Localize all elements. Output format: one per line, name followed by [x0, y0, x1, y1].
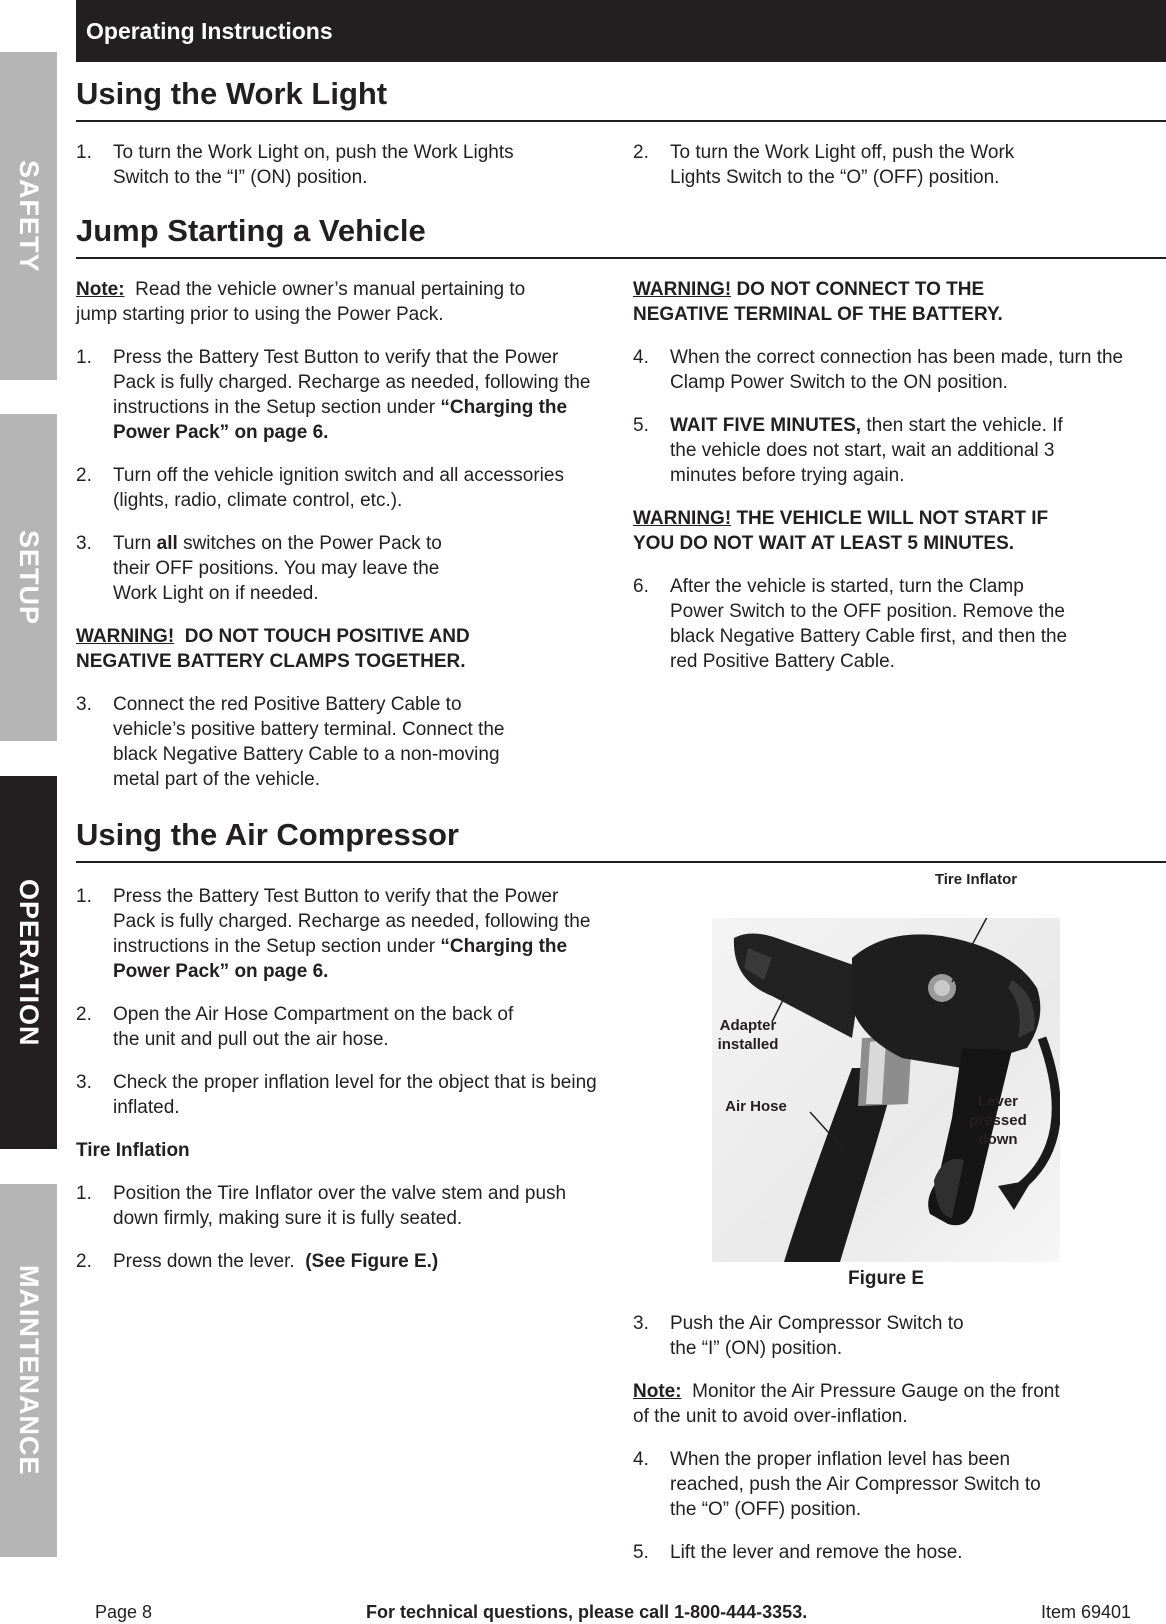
step-number: 3.	[633, 1313, 649, 1334]
list-item	[76, 140, 526, 190]
footer-tech-support: For technical questions, please call 1-800-444-3353.	[366, 1602, 808, 1622]
jump-start-right-column	[633, 277, 1143, 692]
step-number: 5.	[633, 1542, 649, 1563]
side-tab-label: SETUP	[14, 529, 44, 626]
work-light-left-column	[76, 140, 526, 208]
list-item	[633, 1447, 1043, 1522]
step-number: 3.	[76, 1072, 92, 1093]
step-text: When the correct connection has been made, turn the Clamp Power Switch to the ON position.	[670, 347, 1124, 393]
air-compressor-right-column	[633, 1311, 1143, 1583]
header-title: Operating Instructions	[86, 18, 333, 44]
label-air-hose: Air Hose	[725, 1098, 787, 1115]
note-text: Monitor the Air Pressure Gauge on the front of the unit to avoid over-inflation.	[633, 1381, 1060, 1427]
warning-text: DO NOT CONNECT TO THE NEGATIVE TERMINAL OF THE BATTERY.	[633, 279, 1003, 325]
warning-text: DO NOT TOUCH POSITIVE AND NEGATIVE BATTERY CLAMPS TOGETHER.	[76, 626, 470, 672]
page-reference: “Charging the Power Pack” on page 6.	[113, 397, 568, 443]
step-number: 2.	[76, 1004, 92, 1025]
list-item	[76, 1249, 601, 1274]
label-line: pressed	[969, 1112, 1027, 1129]
note-text: Read the vehicle owner’s manual pertaining to jump starting prior to using the Power Pack.	[76, 279, 526, 325]
footer-page-number: Page 8	[95, 1602, 153, 1622]
step-number: 2.	[633, 142, 649, 163]
step-text: After the vehicle is started, turn the Clamp Power Switch to the OFF position. Remove the black Negative Battery Cable first, and then the red Positive Battery Cable.	[670, 576, 1068, 672]
note-label: Note:	[633, 1381, 682, 1402]
step-text: Turn	[113, 533, 152, 554]
label-tire-inflator: Tire Inflator	[934, 871, 1018, 888]
step-emphasis: all	[156, 533, 178, 554]
tire-inflator-photo	[712, 918, 1060, 1262]
warning	[76, 624, 526, 674]
step-number: 1.	[76, 1183, 92, 1204]
step-number: 1.	[76, 142, 92, 163]
list-item	[633, 345, 1143, 395]
step-text: switches on the Power Pack to their OFF positions. You may leave the Work Light on if needed.	[113, 533, 442, 604]
label-line: down	[978, 1131, 1018, 1148]
label-adapter-installed	[703, 1016, 793, 1054]
label-line: installed	[717, 1036, 779, 1053]
list-item	[633, 1540, 1143, 1565]
warning	[633, 277, 1053, 327]
step-number: 1.	[76, 886, 92, 907]
list-item	[76, 692, 516, 792]
figure-reference: (See Figure E.)	[305, 1251, 439, 1272]
warning-label: WARNING!	[633, 508, 732, 529]
step-number: 6.	[633, 576, 649, 597]
figure-e	[633, 871, 1143, 1296]
warning	[633, 506, 1093, 556]
list-item	[76, 1181, 601, 1231]
list-item	[76, 531, 476, 606]
step-text: Connect the red Positive Battery Cable to vehicle’s positive battery terminal. Connect the black Negative Battery Cable to a non-moving metal part of the vehicle.	[113, 694, 505, 790]
warning-label: WARNING!	[633, 279, 732, 300]
section-title-jump-start: Jump Starting a Vehicle	[76, 213, 1166, 259]
step-text: To turn the Work Light on, push the Work Lights Switch to the “I” (ON) position.	[113, 142, 514, 188]
tire-inflator-illustration	[712, 918, 1060, 1262]
list-item	[633, 413, 1083, 488]
footer-item-number: Item 69401	[1041, 1602, 1132, 1622]
step-number: 1.	[76, 347, 92, 368]
side-tab-label: SAFETY	[14, 159, 44, 273]
list-item	[76, 884, 601, 984]
work-light-right-column	[633, 140, 1053, 208]
list-item	[633, 1311, 993, 1361]
step-text: Lift the lever and remove the hose.	[670, 1542, 963, 1563]
label-line: Lever	[977, 1093, 1019, 1110]
step-text: Press down the lever.	[113, 1251, 295, 1272]
figure-caption: Figure E	[847, 1268, 924, 1289]
note	[633, 1379, 1063, 1429]
step-number: 3.	[76, 533, 92, 554]
warning-label: WARNING!	[76, 626, 175, 647]
step-number: 5.	[633, 415, 649, 436]
subheading-tire-inflation: Tire Inflation	[76, 1140, 190, 1161]
label-lever-pressed-down	[958, 1092, 1038, 1149]
note-label: Note:	[76, 279, 125, 300]
step-text: Press the Battery Test Button to verify that the Power Pack is fully charged. Recharge as needed, following the instructions in the Setup section under	[113, 886, 591, 957]
step-number: 2.	[76, 1251, 92, 1272]
header-bar	[76, 0, 1166, 62]
page-reference: “Charging the Power Pack” on page 6.	[113, 936, 568, 982]
side-tab-safety	[0, 52, 57, 380]
note	[76, 277, 546, 327]
step-number: 4.	[633, 1449, 649, 1470]
step-text: then start the vehicle. If the vehicle does not start, wait an additional 3 minutes before trying again.	[670, 415, 1063, 486]
step-text: Push the Air Compressor Switch to the “I” (ON) position.	[670, 1313, 964, 1359]
step-text: Turn off the vehicle ignition switch and all accessories (lights, radio, climate control, etc.).	[113, 465, 564, 511]
list-item	[76, 345, 601, 445]
label-line: Adapter	[719, 1017, 777, 1034]
step-text: Press the Battery Test Button to verify that the Power Pack is fully charged. Recharge as needed, following the instructions in the Setup section under	[113, 347, 591, 418]
step-text: To turn the Work Light off, push the Work Lights Switch to the “O” (OFF) position.	[670, 142, 1015, 188]
list-item	[76, 1070, 601, 1120]
section-title-work-light: Using the Work Light	[76, 76, 1166, 122]
section-title-air-compressor: Using the Air Compressor	[76, 817, 1166, 863]
jump-start-left-column	[76, 277, 601, 810]
step-text: Position the Tire Inflator over the valve stem and push down firmly, making sure it is fully seated.	[113, 1183, 567, 1229]
side-tab-label: MAINTENANCE	[14, 1265, 44, 1476]
list-item	[76, 463, 601, 513]
air-compressor-left-column	[76, 884, 601, 1292]
warning-text: THE VEHICLE WILL NOT START IF YOU DO NOT WAIT AT LEAST 5 MINUTES.	[633, 508, 1049, 554]
list-item	[633, 574, 1073, 674]
side-tab-maintenance	[0, 1184, 57, 1557]
step-number: 4.	[633, 347, 649, 368]
step-number: 2.	[76, 465, 92, 486]
side-tab-operation	[0, 776, 57, 1149]
list-item	[76, 1002, 516, 1052]
side-tab-setup	[0, 414, 57, 741]
step-emphasis: WAIT FIVE MINUTES,	[670, 415, 862, 436]
list-item	[633, 140, 1053, 190]
step-text: Check the proper inflation level for the object that is being inflated.	[113, 1072, 597, 1118]
step-text: When the proper inflation level has been reached, push the Air Compressor Switch to the “O” (OFF) position.	[670, 1449, 1041, 1520]
side-tab-label: OPERATION	[14, 878, 44, 1047]
step-text: Open the Air Hose Compartment on the back of the unit and pull out the air hose.	[113, 1004, 514, 1050]
step-number: 3.	[76, 694, 92, 715]
